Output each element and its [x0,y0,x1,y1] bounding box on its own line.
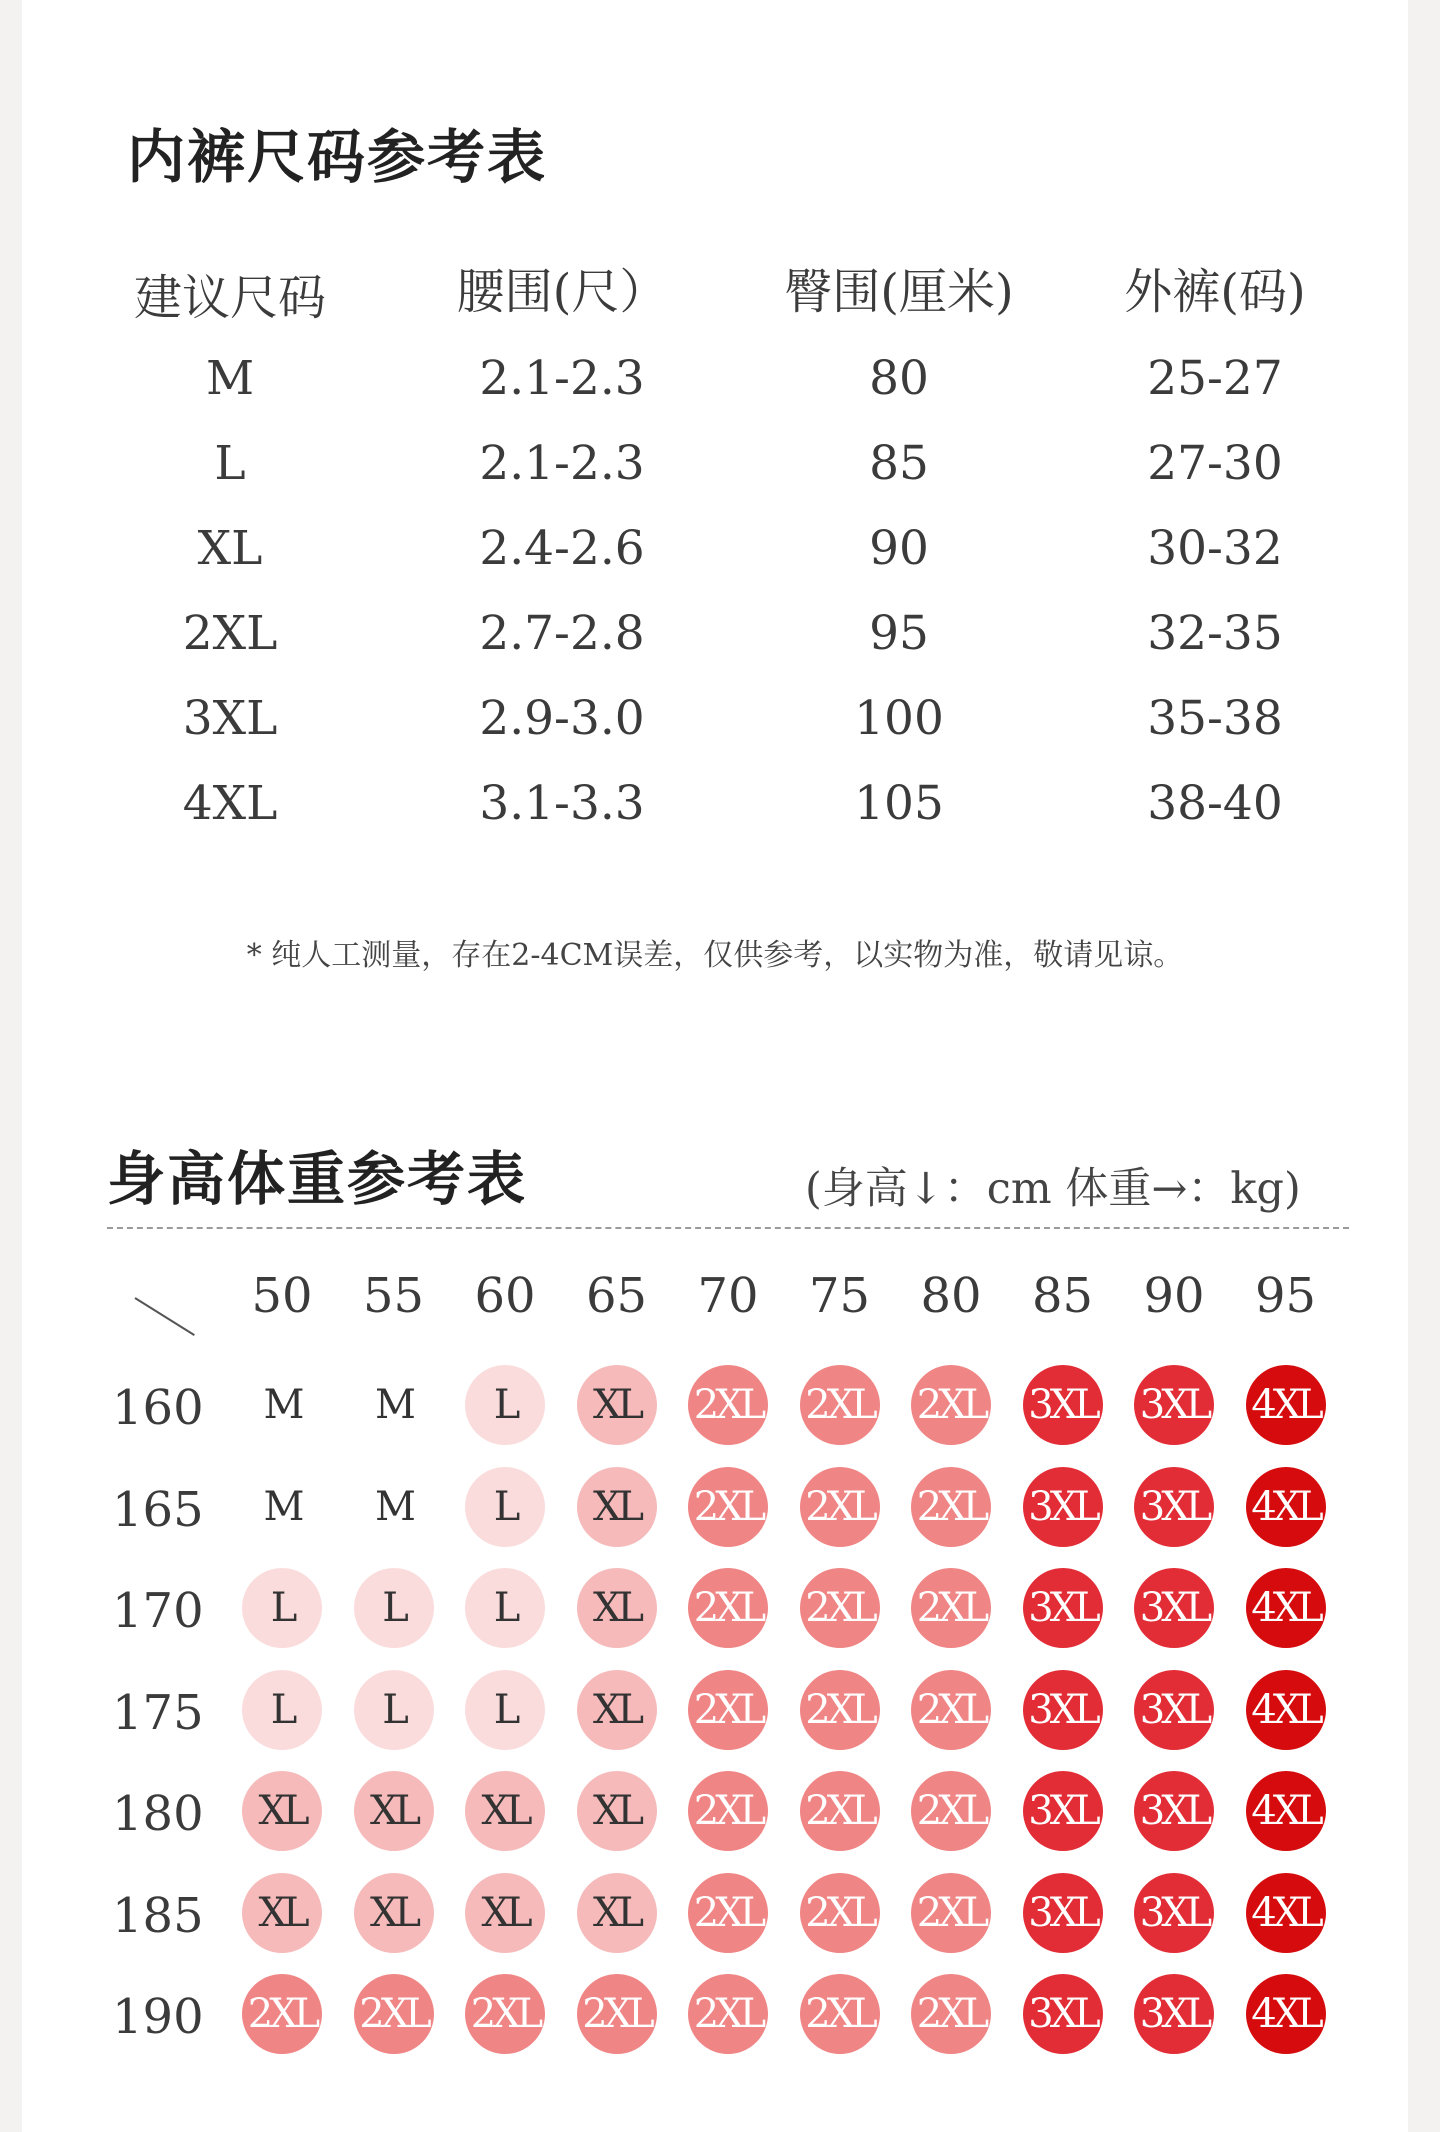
size-bubble: 3XL [1134,1974,1214,2054]
size-table-cell: XL [197,521,263,576]
size-table-header: 腰围(尺） [456,264,668,320]
size-table-cell: 30-32 [1147,521,1283,576]
size-bubble: 2XL [911,1670,991,1750]
size-bubble: 3XL [1023,1670,1103,1750]
height-weight-title: 身高体重参考表 [107,1145,528,1213]
size-bubble: XL [465,1873,545,1953]
size-bubble: M [263,1483,301,1530]
size-bubble: 4XL [1246,1771,1326,1851]
size-bubble: XL [242,1771,322,1851]
height-label: 165 [112,1481,204,1538]
size-bubble: 2XL [465,1974,545,2054]
size-table-cell: 25-27 [1147,351,1283,406]
size-bubble: L [465,1467,545,1547]
unit-note: (身高↓：cm 体重→：kg) [805,1164,1301,1214]
size-table-header: 建议尺码 [133,270,326,326]
weight-header: 80 [920,1268,982,1324]
size-table-cell: 4XL [182,776,278,831]
size-bubble: 2XL [911,1771,991,1851]
size-bubble: 3XL [1134,1873,1214,1953]
measurement-note: * 纯人工测量，存在2-4CM误差，仅供参考，以实物为准，敬请见谅。 [246,938,1184,973]
size-bubble: 4XL [1246,1974,1326,2054]
size-bubble: 3XL [1023,1974,1103,2054]
size-bubble: 3XL [1134,1365,1214,1445]
weight-header: 90 [1143,1268,1205,1324]
size-bubble: 2XL [800,1771,880,1851]
size-bubble: M [375,1483,412,1530]
size-bubble: XL [354,1873,434,1953]
size-bubble: 4XL [1246,1467,1326,1547]
size-bubble: 4XL [1246,1568,1326,1648]
underwear-size-title: 内裤尺码参考表 [127,123,548,191]
size-bubble: 2XL [688,1467,768,1547]
size-table-header: 臀围(厘米) [784,264,1014,320]
size-bubble: 2XL [688,1365,768,1445]
size-bubble: XL [465,1771,545,1851]
size-table-cell: 2.1-2.3 [479,351,645,406]
size-bubble: M [263,1382,301,1428]
weight-header: 70 [697,1268,759,1324]
size-bubble: 2XL [688,1771,768,1851]
size-table-cell: 95 [869,606,929,661]
size-table-cell: 100 [854,691,944,746]
height-label: 175 [112,1684,204,1741]
size-bubble: 3XL [1023,1467,1103,1547]
size-table-cell: 85 [869,436,929,491]
size-bubble: 3XL [1134,1467,1214,1547]
height-label: 180 [112,1786,204,1842]
size-bubble: 2XL [688,1568,768,1648]
weight-header: 75 [808,1268,871,1324]
height-label: 170 [112,1583,204,1639]
size-table-cell: 2.1-2.3 [479,436,645,491]
size-bubble: L [354,1568,434,1648]
size-table-cell: 2XL [182,606,278,661]
size-bubble: 2XL [911,1467,991,1547]
size-table-cell: 27-30 [1147,436,1283,491]
weight-header: 55 [362,1268,425,1324]
weight-header: 85 [1031,1268,1094,1324]
size-bubble: L [465,1568,545,1648]
size-bubble: 2XL [688,1670,768,1750]
size-bubble: 2XL [800,1974,880,2054]
size-bubble: L [242,1670,322,1750]
size-bubble: 3XL [1023,1873,1103,1953]
weight-header: 50 [251,1268,313,1324]
size-table-cell: 3XL [182,691,278,746]
size-bubble: 4XL [1246,1873,1326,1953]
size-bubble: M [375,1382,412,1428]
size-bubble: XL [577,1467,657,1547]
height-label: 185 [112,1887,204,1944]
size-bubble: L [354,1670,434,1750]
height-label: 190 [112,1989,204,2045]
diagonal-header-line [134,1297,194,1336]
size-bubble: 3XL [1023,1771,1103,1851]
size-bubble: 3XL [1023,1568,1103,1648]
size-bubble: 2XL [800,1568,880,1648]
size-bubble: L [242,1568,322,1648]
size-bubble: 2XL [911,1568,991,1648]
size-bubble: XL [577,1365,657,1445]
height-label: 160 [112,1380,204,1436]
size-bubble: 2XL [800,1873,880,1953]
size-table-cell: 90 [869,521,929,576]
weight-header: 95 [1254,1268,1317,1324]
size-table-cell: 2.4-2.6 [479,521,645,576]
size-table-cell: 32-35 [1147,606,1283,661]
size-bubble: 2XL [242,1974,322,2054]
size-bubble: XL [577,1670,657,1750]
size-table-cell: 80 [869,351,929,406]
size-bubble: 2XL [354,1974,434,2054]
dashed-divider [107,1227,1349,1229]
size-bubble: XL [354,1771,434,1851]
size-bubble: L [465,1365,545,1445]
size-bubble: 3XL [1023,1365,1103,1445]
size-bubble: 4XL [1246,1365,1326,1445]
size-bubble: L [465,1670,545,1750]
size-table-cell: M [205,351,255,406]
size-table-cell: 2.9-3.0 [479,691,645,746]
size-bubble: 3XL [1134,1670,1214,1750]
size-bubble: XL [577,1771,657,1851]
size-table-cell: L [214,436,246,491]
size-table-cell: 38-40 [1147,776,1283,831]
size-bubble: XL [577,1568,657,1648]
size-table-cell: 105 [854,776,944,831]
size-bubble: 3XL [1134,1771,1214,1851]
size-bubble: 3XL [1134,1568,1214,1648]
size-bubble: 2XL [688,1974,768,2054]
size-bubble: 2XL [800,1467,880,1547]
size-bubble: 2XL [577,1974,657,2054]
size-table-cell: 2.7-2.8 [479,606,645,661]
size-bubble: 2XL [800,1365,880,1445]
size-bubble: 2XL [911,1974,991,2054]
size-bubble: 2XL [688,1873,768,1953]
size-bubble: 4XL [1246,1670,1326,1750]
weight-header: 65 [585,1268,648,1324]
size-chart-card [22,0,1408,2132]
size-table-cell: 35-38 [1147,691,1283,746]
size-table-header: 外裤(码) [1124,264,1306,320]
weight-header: 60 [474,1268,536,1324]
size-table-cell: 3.1-3.3 [479,776,645,831]
size-bubble: XL [577,1873,657,1953]
size-bubble: 2XL [800,1670,880,1750]
size-bubble: 2XL [911,1873,991,1953]
size-bubble: 2XL [911,1365,991,1445]
size-bubble: XL [242,1873,322,1953]
